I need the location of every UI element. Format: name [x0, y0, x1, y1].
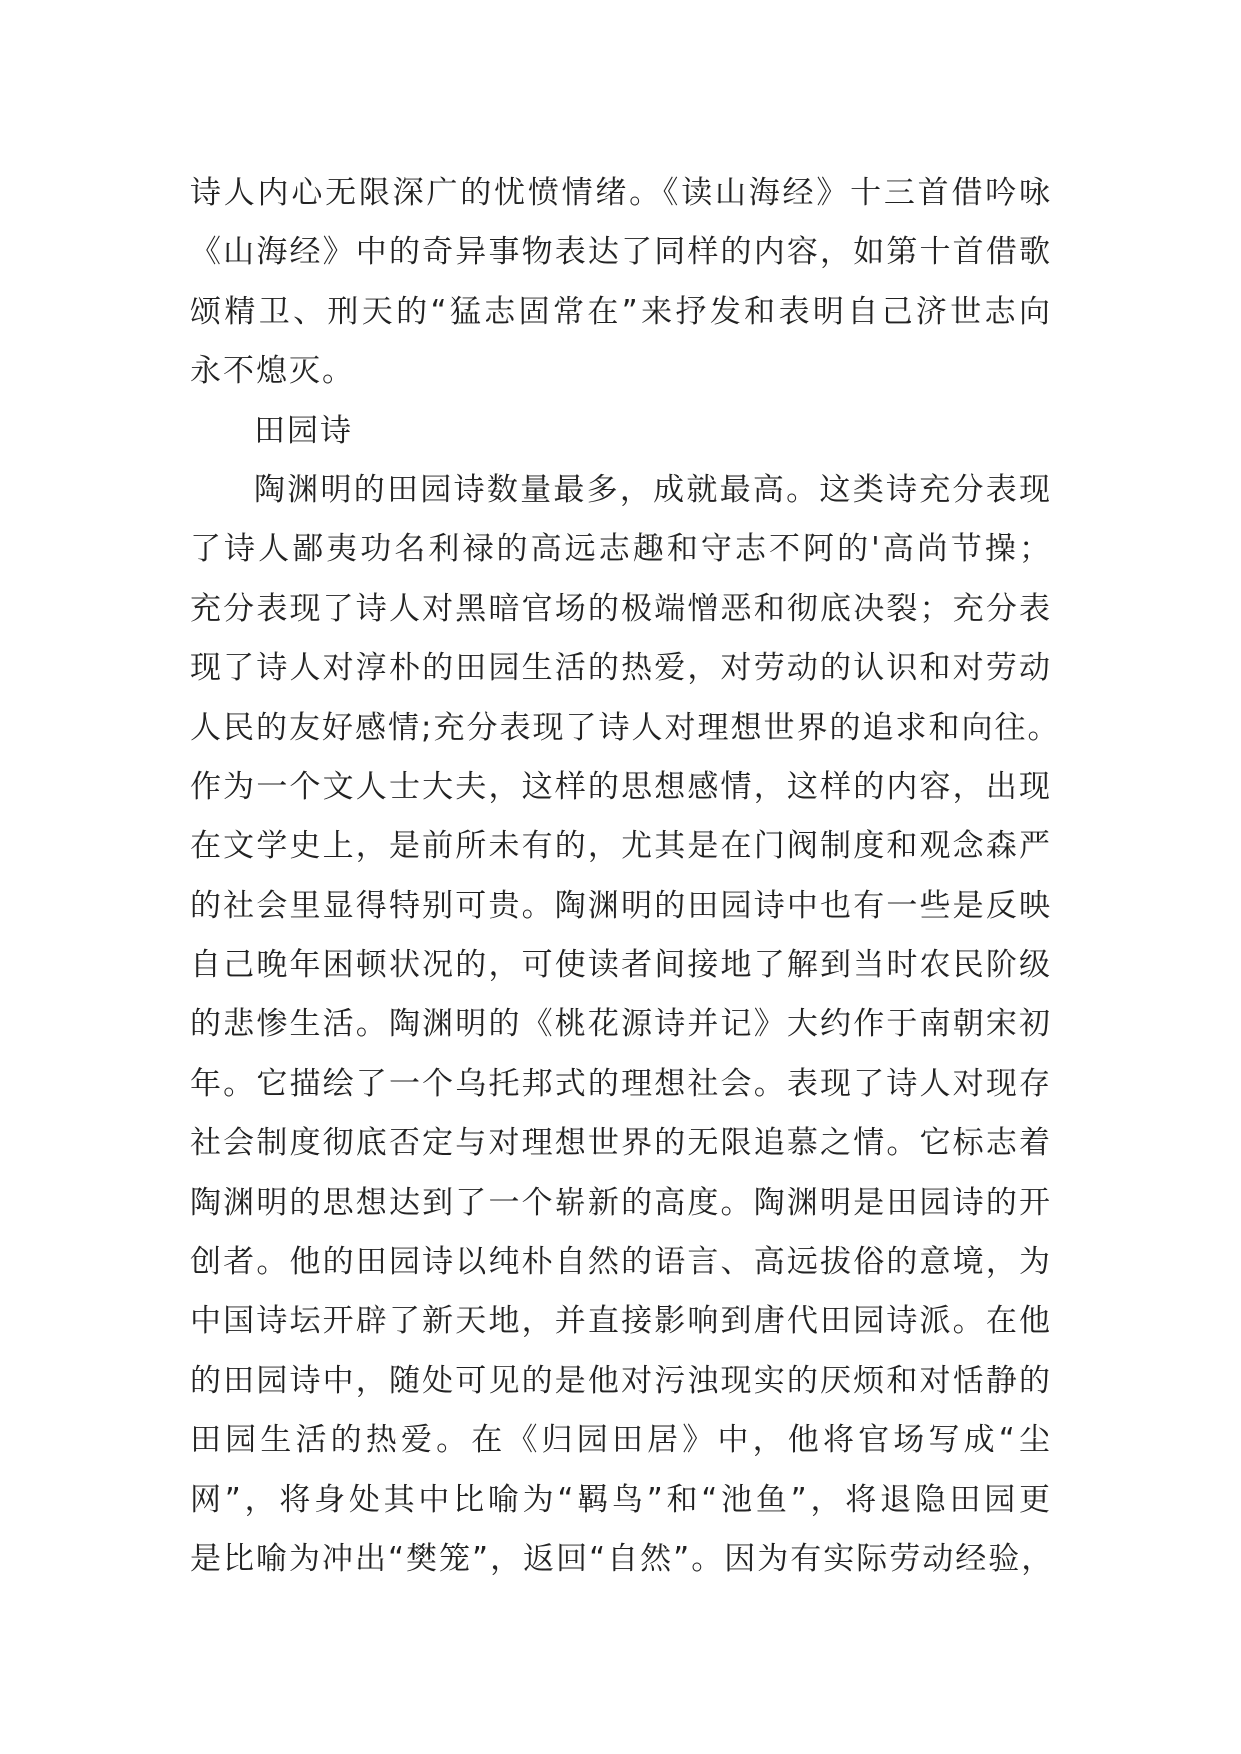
text-line: 人民的友好感情;充分表现了诗人对理想世界的追求和向往。: [190, 709, 1061, 746]
text-line: 的田园诗中，随处可见的是他对污浊现实的厌烦和对恬静的: [190, 1362, 1052, 1399]
document-body: [190, 164, 1061, 1589]
section-heading: 田园诗: [254, 412, 353, 449]
text-line: 网”，将身处其中比喻为“羁鸟”和“池鱼”，将退隐田园更: [190, 1481, 1052, 1518]
text-line: 创者。他的田园诗以纯朴自然的语言、高远拔俗的意境，为: [190, 1244, 1052, 1281]
text-line: 的悲惨生活。陶渊明的《桃花源诗并记》大约作于南朝宋初: [190, 1006, 1052, 1043]
text-line: 年。它描绘了一个乌托邦式的理想社会。表现了诗人对现存: [190, 1065, 1052, 1102]
text-line: 社会制度彻底否定与对理想世界的无限追慕之情。它标志着: [190, 1125, 1052, 1162]
text-line: 在文学史上，是前所未有的，尤其是在门阀制度和观念森严: [190, 828, 1052, 865]
text-line: 是比喻为冲出“樊笼”，返回“自然”。因为有实际劳动经验，: [190, 1540, 1055, 1577]
text-line: 陶渊明的田园诗数量最多，成就最高。这类诗充分表现: [254, 471, 1052, 508]
text-line: 诗人内心无限深广的忧愤情绪。《读山海经》十三首借吟咏: [190, 175, 1052, 211]
text-line: 现了诗人对淳朴的田园生活的热爱，对劳动的认识和对劳动: [190, 650, 1052, 687]
text-line: 的社会里显得特别可贵。陶渊明的田园诗中也有一些是反映: [190, 887, 1052, 924]
text-line: 陶渊明的思想达到了一个崭新的高度。陶渊明是田园诗的开: [190, 1184, 1052, 1221]
text-line: 了诗人鄙夷功名利禄的高远志趣和守志不阿的'高尚节操；: [190, 531, 1052, 568]
text-line: 作为一个文人士大夫，这样的思想感情，这样的内容，出现: [190, 768, 1052, 805]
text-line: 《山海经》中的奇异事物表达了同样的内容，如第十首借歌: [190, 234, 1052, 271]
text-line: 充分表现了诗人对黑暗官场的极端憎恶和彻底决裂；充分表: [190, 590, 1052, 627]
text-line: 中国诗坛开辟了新天地，并直接影响到唐代田园诗派。在他: [190, 1303, 1052, 1340]
text-line: 颂精卫、刑天的“猛志固常在”来抒发和表明自己济世志向: [190, 293, 1052, 330]
text-line: 田园生活的热爱。在《归园田居》中，他将官场写成“尘: [190, 1422, 1052, 1459]
text-line: 自己晚年困顿状况的，可使读者间接地了解到当时农民阶级: [190, 947, 1052, 984]
text-line: 永不熄灭。: [190, 353, 355, 390]
